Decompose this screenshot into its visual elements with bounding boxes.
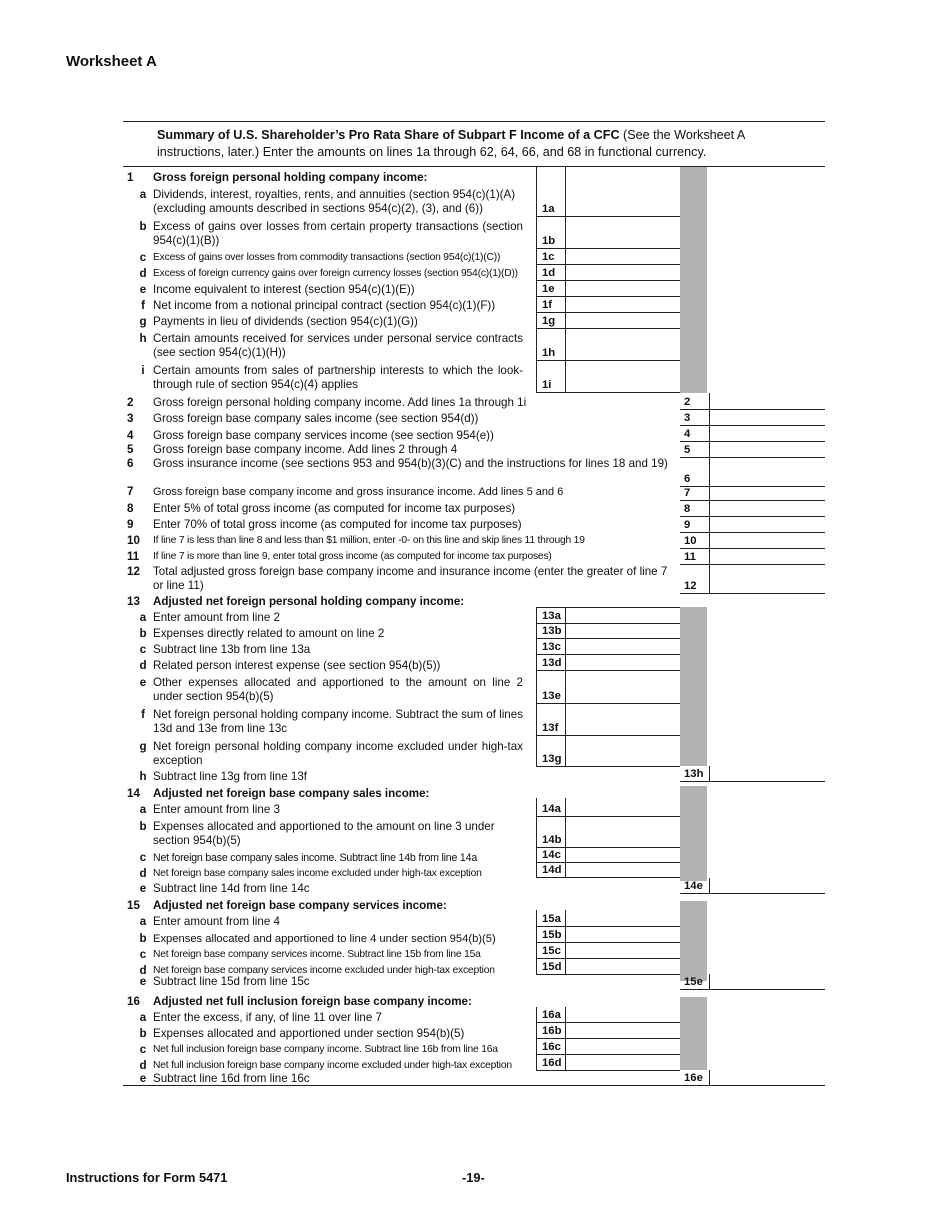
amount-box-14d[interactable] xyxy=(536,862,680,878)
shaded-column xyxy=(680,607,707,766)
amount-box-7[interactable] xyxy=(680,486,825,501)
amount-box-1h[interactable] xyxy=(536,328,680,361)
line-description: Expenses allocated and apportioned to the amount on line 3 under section 954(b)(5) xyxy=(153,820,495,847)
amount-box-13f[interactable] xyxy=(536,703,680,736)
line-description: Net foreign personal holding company income excluded under high-tax exception xyxy=(153,740,523,767)
amount-field[interactable] xyxy=(565,798,680,816)
amount-box-14e[interactable] xyxy=(680,878,825,894)
line-number: 1 xyxy=(127,171,134,184)
box-label: 13h xyxy=(684,768,704,780)
line-description: Enter 5% of total gross income (as computed for income tax purposes) xyxy=(153,502,516,515)
line-description: Net foreign base company services income. Subtract line 15b from line 15a xyxy=(153,949,481,960)
amount-box-1c[interactable] xyxy=(536,248,680,265)
amount-box-15b[interactable] xyxy=(536,926,680,943)
amount-field[interactable] xyxy=(709,532,825,548)
line-description: Gross foreign personal holding company income: xyxy=(153,171,428,184)
line-letter: b xyxy=(139,1027,147,1040)
line-letter: e xyxy=(139,882,147,895)
amount-box-16d[interactable] xyxy=(536,1054,680,1071)
amount-box-10[interactable] xyxy=(680,532,825,549)
amount-box-15a[interactable] xyxy=(536,910,680,927)
amount-field[interactable] xyxy=(565,248,680,264)
line-description: Gross foreign base company sales income (see section 954(d)) xyxy=(153,412,479,425)
amount-box-12[interactable] xyxy=(680,564,825,594)
line-letter: d xyxy=(139,267,147,280)
amount-box-1b[interactable] xyxy=(536,216,680,249)
box-label: 16b xyxy=(542,1025,562,1037)
line-letter: a xyxy=(139,188,147,201)
box-label: 1i xyxy=(542,379,552,391)
line-letter: b xyxy=(139,932,147,945)
line-letter: a xyxy=(139,915,147,928)
line-description: Adjusted net foreign personal holding company income: xyxy=(153,595,465,608)
amount-box-13h[interactable] xyxy=(680,766,825,782)
line-letter: c xyxy=(139,948,147,961)
amount-box-6[interactable] xyxy=(680,457,825,487)
amount-box-15e[interactable] xyxy=(680,974,825,990)
box-label: 10 xyxy=(684,535,697,547)
line-description: Dividends, interest, royalties, rents, and annuities (section 954(c)(1)(A) (excluding amounts described in sections 954(c)(2), (3), and (6)) xyxy=(153,188,516,215)
box-label: 7 xyxy=(684,487,691,499)
line-description: Excess of foreign currency gains over foreign currency losses (section 954(c)(1)(D)) xyxy=(153,268,518,279)
line-letter: i xyxy=(141,364,145,377)
amount-box-2[interactable] xyxy=(680,393,825,410)
line-number: 9 xyxy=(127,518,134,531)
box-label: 13d xyxy=(542,657,562,669)
amount-field[interactable] xyxy=(565,296,680,312)
line-description: Adjusted net foreign base company sales income: xyxy=(153,787,430,800)
line-number: 2 xyxy=(127,396,134,409)
amount-box-3[interactable] xyxy=(680,409,825,426)
box-label: 13f xyxy=(542,722,559,734)
shaded-column xyxy=(680,901,707,981)
amount-field[interactable] xyxy=(565,910,680,926)
amount-field[interactable] xyxy=(709,516,825,532)
box-label: 13c xyxy=(542,641,561,653)
line-description: Gross foreign base company income. Add lines 2 through 4 xyxy=(153,443,458,456)
line-number: 6 xyxy=(127,457,134,470)
amount-field[interactable] xyxy=(565,623,680,638)
line-letter: h xyxy=(139,332,147,345)
amount-field[interactable] xyxy=(565,942,680,958)
line-number: 11 xyxy=(127,550,140,563)
box-label: 15b xyxy=(542,929,562,941)
line-description: Income equivalent to interest (section 954(c)(1)(E)) xyxy=(153,283,415,296)
line-description: Enter amount from line 2 xyxy=(153,611,280,624)
line-letter: g xyxy=(139,740,147,753)
box-label: 13a xyxy=(542,610,561,622)
worksheet-title: Worksheet A xyxy=(66,53,157,70)
line-letter: e xyxy=(139,975,147,988)
box-label: 1h xyxy=(542,347,556,359)
box-label: 14c xyxy=(542,849,561,861)
box-label: 2 xyxy=(684,396,691,408)
line-letter: c xyxy=(139,1043,147,1056)
line-description: Excess of gains over losses from commodity transactions (section 954(c)(1)(C)) xyxy=(153,252,501,263)
line-description: Subtract line 13g from line 13f xyxy=(153,770,308,783)
amount-field[interactable] xyxy=(565,167,680,216)
line-description: Adjusted net foreign base company services income: xyxy=(153,899,447,912)
line-description: Certain amounts received for services under personal service contracts (see section 954(c)(1)(H)) xyxy=(153,332,523,359)
amount-field[interactable] xyxy=(565,735,680,766)
box-label: 3 xyxy=(684,412,691,424)
amount-field[interactable] xyxy=(709,457,825,486)
line-description: Expenses directly related to amount on line 2 xyxy=(153,627,385,640)
amount-field[interactable] xyxy=(565,847,680,862)
amount-box-11[interactable] xyxy=(680,548,825,565)
amount-box-13d[interactable] xyxy=(536,655,680,671)
line-letter: a xyxy=(139,803,147,816)
amount-field[interactable] xyxy=(709,500,825,516)
footer-form-name: Instructions for Form 5471 xyxy=(66,1170,228,1185)
line-letter: h xyxy=(139,770,147,783)
amount-field[interactable] xyxy=(565,608,680,623)
amount-field[interactable] xyxy=(565,816,680,847)
box-label: 16a xyxy=(542,1009,561,1021)
amount-field[interactable] xyxy=(709,486,825,500)
line-description: Net full inclusion foreign base company income. Subtract line 16b from line 16a xyxy=(153,1044,498,1055)
line-description: Excess of gains over losses from certain property transactions (section 954(c)(1)(B)) xyxy=(153,220,523,247)
amount-box-15c[interactable] xyxy=(536,942,680,959)
line-description: Enter the excess, if any, of line 11 over line 7 xyxy=(153,1011,382,1024)
amount-box-14b[interactable] xyxy=(536,816,680,848)
line-description: Net income from a notional principal contract (section 954(c)(1)(F)) xyxy=(153,299,496,312)
amount-box-9[interactable] xyxy=(680,516,825,533)
line-description: Other expenses allocated and apportioned to the amount on line 2 under section 954(b)(5) xyxy=(153,676,523,703)
line-letter: e xyxy=(139,1072,147,1085)
line-letter: d xyxy=(139,1059,147,1072)
header-bold-text: Summary of U.S. Shareholder’s Pro Rata Share of Subpart F Income of a CFC xyxy=(157,128,620,142)
amount-box-1d[interactable] xyxy=(536,264,680,281)
amount-field[interactable] xyxy=(565,655,680,670)
amount-field[interactable] xyxy=(565,216,680,248)
amount-box-16b[interactable] xyxy=(536,1022,680,1039)
line-number: 16 xyxy=(127,995,140,1008)
amount-box-1i[interactable] xyxy=(536,360,680,393)
box-label: 1g xyxy=(542,315,556,327)
amount-box-13e[interactable] xyxy=(536,671,680,704)
shaded-column xyxy=(680,997,707,1070)
box-label: 1a xyxy=(542,203,555,215)
box-label: 14e xyxy=(684,880,703,892)
line-description: Adjusted net full inclusion foreign base company income: xyxy=(153,995,472,1008)
box-label: 1b xyxy=(542,235,556,247)
amount-field[interactable] xyxy=(565,1022,680,1038)
amount-field[interactable] xyxy=(709,878,825,893)
amount-box-1g[interactable] xyxy=(536,312,680,329)
amount-field[interactable] xyxy=(565,639,680,654)
line-number: 14 xyxy=(127,787,140,800)
line-letter: d xyxy=(139,867,147,880)
amount-box-1f[interactable] xyxy=(536,296,680,313)
worksheet-header xyxy=(157,127,797,161)
amount-box-14c[interactable] xyxy=(536,847,680,863)
line-number: 12 xyxy=(127,565,140,578)
box-label: 16d xyxy=(542,1057,562,1069)
box-label: 6 xyxy=(684,473,691,485)
box-label: 13g xyxy=(542,753,562,765)
line-letter: c xyxy=(139,251,147,264)
header-instructions: (See the Worksheet A instructions, later.) Enter the amounts on lines 1a through 62, 64, 66, and 68 in functional currency. xyxy=(157,128,745,159)
line-description: Total adjusted gross foreign base company income and insurance income (enter the greater of line 7 or line 11) xyxy=(153,565,668,592)
amount-field[interactable] xyxy=(709,766,825,781)
line-description: Net foreign base company services income excluded under high-tax exception xyxy=(153,965,495,976)
line-description: Enter 70% of total gross income (as computed for income tax purposes) xyxy=(153,518,522,531)
box-label: 4 xyxy=(684,428,691,440)
line-letter: c xyxy=(139,643,147,656)
box-label: 1c xyxy=(542,251,555,263)
amount-box-1a[interactable] xyxy=(536,167,680,217)
amount-field[interactable] xyxy=(709,425,825,441)
line-description: Subtract line 14d from line 14c xyxy=(153,882,310,895)
amount-field[interactable] xyxy=(709,409,825,425)
line-number: 15 xyxy=(127,899,140,912)
line-number: 4 xyxy=(127,429,134,442)
header-top-rule xyxy=(123,121,825,122)
box-label: 13b xyxy=(542,625,562,637)
line-description: Subtract line 16d from line 16c xyxy=(153,1072,310,1085)
box-label: 14b xyxy=(542,834,562,846)
line-description: Certain amounts from sales of partnership interests to which the look-through rule of section 954(c)(4) applies xyxy=(153,364,523,391)
box-label: 15e xyxy=(684,976,703,988)
line-description: Expenses allocated and apportioned under section 954(b)(5) xyxy=(153,1027,465,1040)
line-description: Net foreign base company sales income excluded under high-tax exception xyxy=(153,868,482,879)
line-letter: c xyxy=(139,851,147,864)
amount-field[interactable] xyxy=(565,280,680,296)
amount-box-16c[interactable] xyxy=(536,1038,680,1055)
amount-field[interactable] xyxy=(709,393,825,409)
box-label: 16c xyxy=(542,1041,561,1053)
box-label: 12 xyxy=(684,580,697,592)
line-description: Gross foreign base company services income (see section 954(e)) xyxy=(153,429,494,442)
line-description: Related person interest expense (see section 954(b)(5)) xyxy=(153,659,441,672)
box-label: 9 xyxy=(684,519,691,531)
line-description: Net foreign base company sales income. Subtract line 14b from line 14a xyxy=(153,852,478,864)
worksheet-form xyxy=(123,167,825,1085)
line-description: Net full inclusion foreign base company income excluded under high-tax exception xyxy=(153,1060,512,1071)
form-bottom-rule xyxy=(123,1085,825,1086)
footer-page-number: -19- xyxy=(462,1170,485,1185)
amount-field[interactable] xyxy=(565,1054,680,1070)
line-description: Enter amount from line 3 xyxy=(153,803,280,816)
line-description: Expenses allocated and apportioned to line 4 under section 954(b)(5) xyxy=(153,933,496,945)
amount-box-1e[interactable] xyxy=(536,280,680,297)
line-description: Enter amount from line 4 xyxy=(153,915,280,928)
box-label: 16e xyxy=(684,1072,703,1084)
line-letter: f xyxy=(141,708,145,721)
amount-field[interactable] xyxy=(565,958,680,974)
line-number: 7 xyxy=(127,485,134,498)
box-label: 11 xyxy=(684,551,696,563)
amount-field[interactable] xyxy=(565,328,680,360)
line-description: If line 7 is less than line 8 and less than $1 million, enter -0- on this line and skip lines 11 through 19 xyxy=(153,535,585,546)
amount-field[interactable] xyxy=(709,564,825,593)
line-description: Gross foreign base company income and gross insurance income. Add lines 5 and 6 xyxy=(153,486,564,498)
line-description: Payments in lieu of dividends (section 954(c)(1)(G)) xyxy=(153,315,418,328)
amount-field[interactable] xyxy=(709,1070,825,1085)
amount-box-13g[interactable] xyxy=(536,735,680,767)
amount-field[interactable] xyxy=(565,360,680,392)
box-label: 15a xyxy=(542,913,561,925)
amount-field[interactable] xyxy=(709,548,825,564)
amount-box-14a[interactable] xyxy=(536,798,680,817)
line-letter: g xyxy=(139,315,147,328)
line-description: Subtract line 15d from line 15c xyxy=(153,975,310,988)
amount-field[interactable] xyxy=(565,1007,680,1022)
amount-box-16e[interactable] xyxy=(680,1070,825,1086)
line-number: 5 xyxy=(127,443,134,456)
box-label: 15c xyxy=(542,945,561,957)
line-description: Gross insurance income (see sections 953 and 954(b)(3)(C) and the instructions for lines 18 and 19) xyxy=(153,457,668,470)
line-letter: a xyxy=(139,611,147,624)
line-description: Gross foreign personal holding company income. Add lines 1a through 1i xyxy=(153,396,527,409)
amount-box-13c[interactable] xyxy=(536,639,680,655)
amount-box-13b[interactable] xyxy=(536,623,680,639)
line-letter: f xyxy=(141,299,145,312)
amount-field[interactable] xyxy=(565,1038,680,1054)
amount-field[interactable] xyxy=(565,703,680,735)
line-description: If line 7 is more than line 9, enter total gross income (as computed for income tax purposes) xyxy=(153,551,552,562)
amount-box-8[interactable] xyxy=(680,500,825,517)
line-number: 10 xyxy=(127,534,140,547)
box-label: 15d xyxy=(542,961,562,973)
amount-field[interactable] xyxy=(565,926,680,942)
line-letter: b xyxy=(139,820,147,833)
amount-box-15d[interactable] xyxy=(536,958,680,975)
amount-field[interactable] xyxy=(709,974,825,989)
box-label: 1f xyxy=(542,299,553,311)
amount-field[interactable] xyxy=(565,312,680,328)
shaded-column xyxy=(680,167,707,393)
amount-box-5[interactable] xyxy=(680,441,825,458)
line-letter: d xyxy=(139,659,147,672)
amount-box-16a[interactable] xyxy=(536,1007,680,1023)
line-description: Net foreign personal holding company income. Subtract the sum of lines 13d and 13e from line 13c xyxy=(153,708,523,735)
line-number: 13 xyxy=(127,595,140,608)
amount-box-13a[interactable] xyxy=(536,607,680,624)
amount-field[interactable] xyxy=(709,441,825,457)
line-letter: d xyxy=(139,964,147,977)
box-label: 1e xyxy=(542,283,555,295)
amount-field[interactable] xyxy=(565,671,680,703)
amount-field[interactable] xyxy=(565,264,680,280)
line-number: 8 xyxy=(127,502,134,515)
box-label: 5 xyxy=(684,444,691,456)
line-letter: a xyxy=(139,1011,147,1024)
box-label: 14a xyxy=(542,803,561,815)
box-label: 1d xyxy=(542,267,556,279)
shaded-column xyxy=(680,786,707,881)
box-label: 8 xyxy=(684,503,691,515)
line-letter: b xyxy=(139,220,147,233)
amount-field[interactable] xyxy=(565,862,680,877)
box-label: 14d xyxy=(542,864,562,876)
line-number: 3 xyxy=(127,412,134,425)
line-letter: b xyxy=(139,627,147,640)
line-letter: e xyxy=(139,676,147,689)
line-letter: e xyxy=(139,283,147,296)
amount-box-4[interactable] xyxy=(680,425,825,442)
line-description: Subtract line 13b from line 13a xyxy=(153,643,311,656)
box-label: 13e xyxy=(542,690,561,702)
